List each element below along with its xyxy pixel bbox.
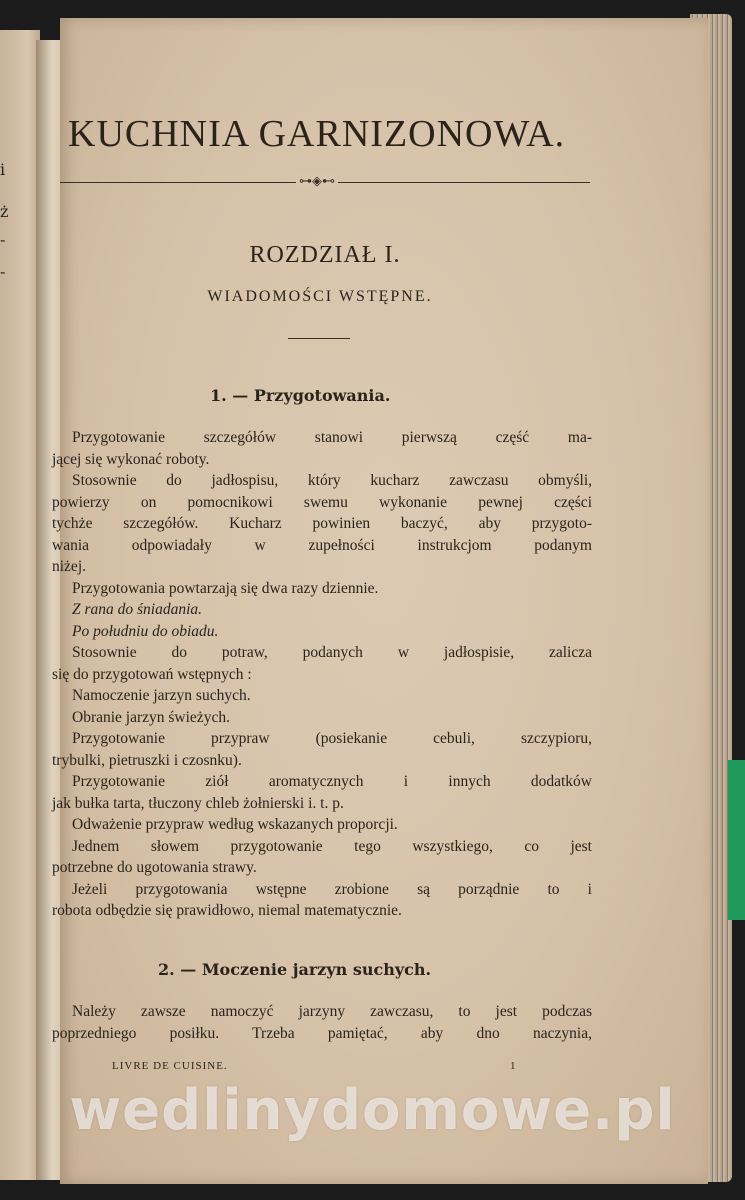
text-line: Przygotowanie ziół aromatycznych i innych dodatków — [72, 773, 592, 790]
text-line: Przygotowanie przypraw (posiekanie cebuli, szczypioru, — [72, 730, 592, 747]
text-line: Odważenie przypraw według wskazanych proporcji. — [72, 816, 398, 833]
left-facing-page — [0, 30, 40, 1180]
text-line: niżej. — [52, 558, 86, 575]
bookmark-tab — [728, 760, 745, 920]
text-line: Jeżeli przygotowania wstępne zrobione są porządnie to i — [72, 880, 592, 898]
text-line: Przygotowania powtarzają się dwa razy dziennie. — [72, 579, 379, 597]
text-line: trybulki, pietruszki i czosnku). — [52, 751, 242, 769]
chapter-subtitle: WIADOMOŚCI WSTĘPNE. — [207, 288, 433, 305]
text-line: robota odbędzie się prawidłowo, niemal matematycznie. — [52, 902, 402, 919]
text-line: Obranie jarzyn świeżych. — [72, 708, 230, 726]
text-line: tychże szczegółów. Kucharz powinien baczyć, aby przygoto- — [52, 515, 592, 532]
text-line: Należy zawsze namoczyć jarzyny zawczasu, to jest podczas — [72, 1003, 592, 1020]
text-line: Stosownie do potraw, podanych w jadłospisie, zalicza — [72, 644, 592, 661]
text-line: Przygotowanie szczegółów stanowi pierwszą część ma- — [72, 429, 592, 446]
left-page-mark: i — [0, 160, 6, 179]
chapter-heading: ROZDZIAŁ I. — [249, 242, 401, 268]
text-line: jak bułka tarta, tłuczony chleb żołnierski i. t. p. — [52, 794, 344, 812]
watermark: wedlinydomowe.pl — [69, 1078, 676, 1143]
text-line: Po południu do obiadu. — [72, 622, 219, 640]
left-page-mark: - — [0, 262, 6, 281]
text-line: Jednem słowem przygotowanie tego wszystkiego, co jest — [72, 837, 592, 855]
text-line: wania odpowiadały w zupełności instrukcjom podanym — [52, 536, 592, 554]
section-2-body — [52, 1001, 592, 1044]
chapter-rule — [288, 338, 350, 339]
text-line: Namoczenie jarzyn suchych. — [72, 687, 251, 704]
footer-number: 1 — [510, 1060, 516, 1072]
text-line: potrzebne do ugotowania strawy. — [52, 859, 257, 876]
rule-ornament: ⊶◈⊷ — [296, 174, 338, 189]
section-1-heading: 1. — Przygotowania. — [210, 386, 391, 405]
text-line: jącej się wykonać roboty. — [52, 450, 210, 468]
section-2-heading: 2. — Moczenie jarzyn suchych. — [158, 960, 432, 979]
text-line: Z rana do śniadania. — [72, 601, 203, 618]
left-page-mark: - — [0, 230, 6, 249]
running-title: KUCHNIA GARNIZONOWA. — [68, 113, 566, 155]
text-line: poprzedniego posiłku. Trzeba pamiętać, aby dno naczynia, — [52, 1024, 592, 1042]
footer-signature: LIVRE DE CUISINE. — [112, 1060, 228, 1072]
text-line: powierzy on pomocnikowi swemu wykonanie pewnej części — [52, 493, 592, 511]
text-line: się do przygotowań wstępnych : — [52, 665, 252, 683]
section-1-body — [52, 427, 592, 922]
left-page-mark: ż — [0, 202, 9, 221]
text-line: Stosownie do jadłospisu, który kucharz zawczasu obmyśli, — [72, 472, 592, 489]
